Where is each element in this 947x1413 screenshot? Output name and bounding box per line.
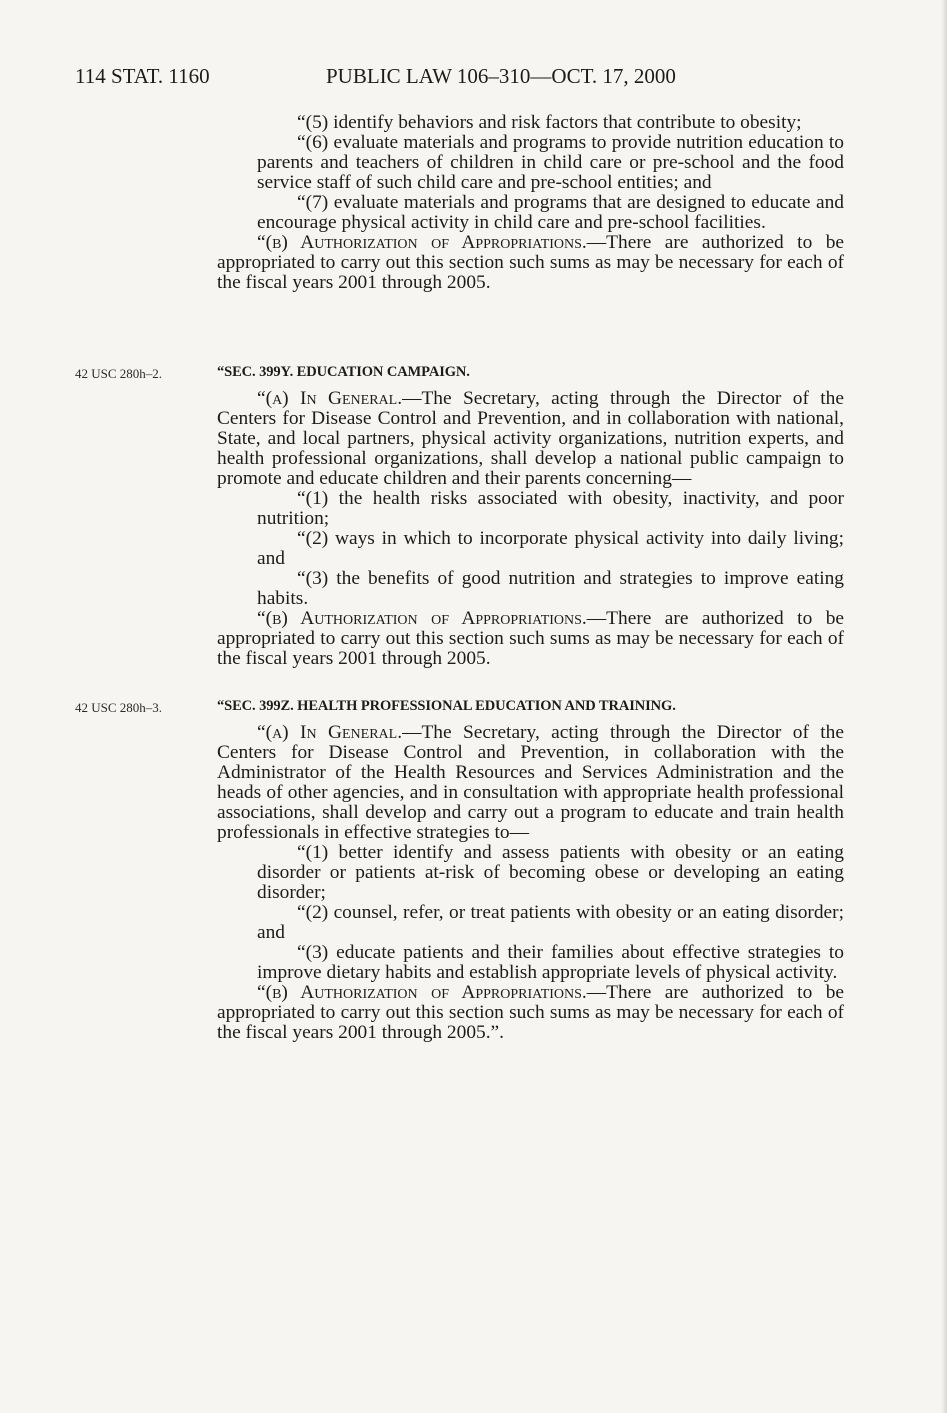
list-item: “(2) counsel, refer, or treat patients with obesity or an eating disorder; and bbox=[257, 902, 844, 943]
subsection-label: “(b) Authorization of Appropriations. bbox=[257, 608, 587, 629]
list-item: “(2) ways in which to incorporate physical activity into daily living; and bbox=[257, 528, 844, 569]
section-399y-body bbox=[217, 389, 844, 669]
list-item: “(6) evaluate materials and programs to provide nutrition education to parents and teachers of children in child care or pre-school and the food service staff of such child care and pre-school entities; and bbox=[257, 132, 844, 193]
subsection-text: —The Secretary, acting through the Director of the Centers for Disease Control and Prevention, and in collaboration with national, State, and local partners, physical activity organizations, nutrition experts, and health professional organizations, shall develop a national public campaign to promote and educate children and their parents concerning— bbox=[217, 388, 844, 489]
page-edge bbox=[941, 0, 947, 1413]
subsection-text: —There are authorized to be appropriated to carry out this section such sums as may be necessary for each of the fiscal years 2001 through 2005.”. bbox=[217, 982, 844, 1043]
statute-page-number: 114 STAT. 1160 bbox=[75, 64, 210, 88]
section-heading: “SEC. 399Y. EDUCATION CAMPAIGN. bbox=[217, 364, 470, 380]
subsection-text: —The Secretary, acting through the Director of the Centers for Disease Control and Prevention, in collaboration with the Administrator of the Health Resources and Services Administration and the heads of other agencies, and in consultation with appropriate health professional associations, shall develop and carry out a program to educate and train health professionals in effective strategies to— bbox=[217, 722, 844, 843]
section-continuation bbox=[217, 113, 844, 293]
list-item: “(3) educate patients and their families about effective strategies to improve dietary habits and establish appropriate levels of physical activity. bbox=[257, 942, 844, 983]
list-item: “(7) evaluate materials and programs that are designed to educate and encourage physical activity in child care and pre-school facilities. bbox=[257, 192, 844, 233]
authorization-paragraph bbox=[217, 609, 844, 669]
subsection-label: “(b) Authorization of Appropriations. bbox=[257, 982, 587, 1003]
subsection-text: —There are authorized to be appropriated to carry out this section such sums as may be necessary for each of the fiscal years 2001 through 2005. bbox=[217, 232, 844, 293]
list-item: “(1) better identify and assess patients with obesity or an eating disorder or patients at-risk of becoming obese or developing an eating disorder; bbox=[257, 842, 844, 903]
general-paragraph bbox=[217, 723, 844, 843]
list-item: “(3) the benefits of good nutrition and strategies to improve eating habits. bbox=[257, 568, 844, 609]
subsection-text: —There are authorized to be appropriated to carry out this section such sums as may be necessary for each of the fiscal years 2001 through 2005. bbox=[217, 608, 844, 669]
general-paragraph bbox=[217, 389, 844, 489]
public-law-title: PUBLIC LAW 106–310—OCT. 17, 2000 bbox=[326, 64, 676, 88]
authorization-paragraph bbox=[217, 983, 844, 1043]
section-heading: “SEC. 399Z. HEALTH PROFESSIONAL EDUCATION AND TRAINING. bbox=[217, 698, 676, 714]
subsection-label: “(b) Authorization of Appropriations. bbox=[257, 232, 587, 253]
margin-citation: 42 USC 280h–2. bbox=[75, 366, 163, 381]
subsection-label: “(a) In General. bbox=[257, 388, 403, 409]
list-item: “(1) the health risks associated with obesity, inactivity, and poor nutrition; bbox=[257, 488, 844, 529]
margin-citation: 42 USC 280h–3. bbox=[75, 700, 163, 715]
subsection-label: “(a) In General. bbox=[257, 722, 403, 743]
section-399z-body bbox=[217, 723, 844, 1043]
list-item: “(5) identify behaviors and risk factors that contribute to obesity; bbox=[297, 112, 802, 133]
authorization-paragraph bbox=[217, 233, 844, 293]
